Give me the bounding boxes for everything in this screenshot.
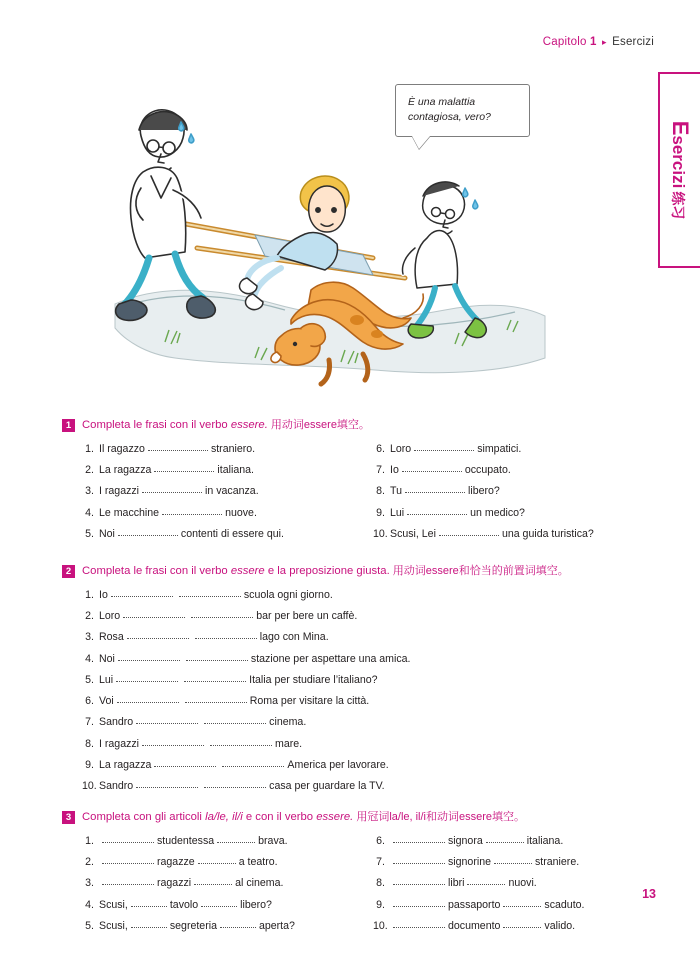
item-text: lago con Mina. <box>259 631 329 644</box>
exercise-1-title-italic: essere. <box>230 419 268 431</box>
item-text: documento <box>448 919 501 932</box>
answer-blank[interactable] <box>393 875 445 885</box>
answer-blank[interactable] <box>222 757 284 767</box>
item-number: 6. <box>85 695 94 708</box>
answer-blank[interactable] <box>393 918 445 928</box>
exercise-item <box>82 834 347 849</box>
item-text: bar per bere un caffè. <box>256 610 358 623</box>
item-text: Noi <box>99 652 115 665</box>
exercise-1-columns <box>62 442 638 548</box>
page-header <box>543 36 654 48</box>
item-number: 5. <box>85 919 94 932</box>
item-text: nuove. <box>225 506 257 519</box>
item-text: un medico? <box>470 506 525 519</box>
answer-blank[interactable] <box>102 854 154 864</box>
item-number: 10. <box>373 919 388 932</box>
answer-blank[interactable] <box>407 505 467 515</box>
answer-blank[interactable] <box>131 897 167 907</box>
item-number: 2. <box>85 610 94 623</box>
item-text: Rosa <box>99 631 124 644</box>
answer-blank[interactable] <box>220 918 256 928</box>
exercise-1 <box>62 418 638 548</box>
exercise-1-right-list <box>373 442 638 542</box>
exercise-2-column <box>62 588 638 794</box>
answer-blank[interactable] <box>191 608 253 618</box>
item-number: 7. <box>85 716 94 729</box>
exercise-item <box>82 919 347 934</box>
item-text: Scusi, <box>99 919 128 932</box>
header-chapter-number: 1 <box>590 36 597 48</box>
item-text: ragazzi <box>157 877 192 890</box>
answer-blank[interactable] <box>142 736 204 746</box>
answer-blank[interactable] <box>102 833 154 843</box>
item-text: italiana. <box>526 834 564 847</box>
item-text: in vacanza. <box>205 485 259 498</box>
item-text: America per lavorare. <box>287 758 389 771</box>
item-number: 10. <box>82 780 97 793</box>
exercise-item <box>373 484 638 499</box>
illustration <box>105 72 555 392</box>
item-number: 2. <box>85 464 94 477</box>
exercise-2-heading <box>62 564 638 579</box>
item-text: segreteria <box>169 919 217 932</box>
page-number: 13 <box>642 887 656 901</box>
answer-blank[interactable] <box>118 526 178 536</box>
answer-blank[interactable] <box>162 505 222 515</box>
answer-blank[interactable] <box>198 854 236 864</box>
exercise-3-left-column <box>82 834 347 940</box>
answer-blank[interactable] <box>185 693 247 703</box>
item-number: 1. <box>85 588 94 601</box>
exercise-item <box>373 506 638 521</box>
item-number: 10. <box>373 527 388 540</box>
answer-blank[interactable] <box>204 714 266 724</box>
item-number: 9. <box>85 758 94 771</box>
exercise-item <box>82 758 638 773</box>
header-section-label: Esercizi <box>612 36 654 48</box>
item-text: Le macchine <box>99 506 160 519</box>
item-text: scaduto. <box>544 898 585 911</box>
exercise-item <box>82 609 638 624</box>
answer-blank[interactable] <box>194 875 232 885</box>
answer-blank[interactable] <box>102 875 154 885</box>
answer-blank[interactable] <box>217 833 255 843</box>
item-number: 8. <box>376 877 385 890</box>
item-text: Io <box>390 464 399 477</box>
item-text: signora <box>448 834 483 847</box>
exercise-1-heading <box>62 418 638 433</box>
item-text: stazione per aspettare una amica. <box>250 652 411 665</box>
item-text: a teatro. <box>238 856 278 868</box>
item-number: 3. <box>85 485 94 498</box>
exercise-item <box>373 834 638 849</box>
exercise-item <box>82 737 638 752</box>
item-text: casa per guardare la TV. <box>269 780 385 793</box>
item-text: scuola ogni giorno. <box>243 588 333 601</box>
item-number: 5. <box>85 527 94 540</box>
item-text: ragazze <box>157 856 195 868</box>
item-number: 4. <box>85 898 94 911</box>
exercise-3-right-column <box>373 834 638 940</box>
exercise-1-left-list <box>82 442 347 542</box>
item-text: italiana. <box>217 464 254 477</box>
exercise-2-title <box>82 564 569 579</box>
exercise-1-right-column <box>373 442 638 548</box>
exercise-3-title-italic: la/le, il/i <box>205 810 243 823</box>
item-number: 6. <box>376 442 385 455</box>
answer-blank[interactable] <box>131 918 167 928</box>
exercise-item <box>373 442 638 457</box>
item-number: 8. <box>85 737 94 750</box>
item-number: 6. <box>376 834 385 847</box>
exercise-item <box>82 715 638 730</box>
answer-blank[interactable] <box>503 897 541 907</box>
item-text: straniero. <box>210 442 256 455</box>
item-text: nuovi. <box>508 877 537 890</box>
item-number: 8. <box>376 485 385 498</box>
item-number: 1. <box>85 834 94 847</box>
item-text: Roma per visitare la città. <box>249 695 370 708</box>
item-text: Loro <box>390 442 412 455</box>
item-number: 3. <box>85 631 94 644</box>
item-text: I ragazzi <box>99 737 140 750</box>
answer-blank[interactable] <box>179 587 241 597</box>
item-text: simpatici. <box>477 442 522 455</box>
item-text: I ragazzi <box>99 485 140 498</box>
header-chapter-label: Capitolo <box>542 36 587 48</box>
item-number: 1. <box>85 442 94 455</box>
item-text: Tu <box>390 485 402 498</box>
exercise-3 <box>62 810 638 940</box>
answer-blank[interactable] <box>186 651 248 661</box>
exercise-item <box>82 527 347 542</box>
side-tab-initial: E <box>668 120 693 136</box>
answer-blank[interactable] <box>393 833 445 843</box>
answer-blank[interactable] <box>154 462 214 472</box>
exercises-container <box>62 418 638 956</box>
answer-blank[interactable] <box>204 778 266 788</box>
item-text: La ragazza <box>99 758 152 771</box>
item-number: 5. <box>85 673 94 686</box>
item-text: libri <box>448 877 465 890</box>
item-text: libero? <box>467 485 500 498</box>
answer-blank[interactable] <box>210 736 272 746</box>
answer-blank[interactable] <box>405 483 465 493</box>
item-text: Lui <box>390 506 405 519</box>
exercise-item <box>82 463 347 478</box>
item-text: straniere. <box>535 856 580 868</box>
exercise-2-list <box>82 588 638 794</box>
exercise-2-title-cn: 用动词essere和恰当的前置词填空。 <box>389 565 569 578</box>
item-text: Scusi, Lei <box>390 527 436 540</box>
answer-blank[interactable] <box>136 778 198 788</box>
exercise-item <box>373 463 638 478</box>
exercise-item <box>82 876 347 891</box>
item-text: occupato. <box>464 464 511 477</box>
item-text: Italia per studiare l’italiano? <box>249 673 378 686</box>
exercise-item <box>373 919 638 934</box>
answer-blank[interactable] <box>201 897 237 907</box>
exercise-item <box>82 630 638 645</box>
exercise-item <box>82 588 638 603</box>
item-number: 7. <box>376 856 385 868</box>
exercise-3-number: 3 <box>62 811 75 824</box>
exercise-item <box>82 442 347 457</box>
answer-blank[interactable] <box>393 854 445 864</box>
answer-blank[interactable] <box>503 918 541 928</box>
item-text: Io <box>99 588 108 601</box>
exercise-1-title-cn: 用动词essere填空。 <box>267 419 370 431</box>
item-text: libero? <box>240 898 272 911</box>
item-number: 4. <box>85 506 94 519</box>
exercise-3-left-list <box>82 834 347 934</box>
exercise-1-title-it: Completa le frasi con il verbo <box>82 419 231 431</box>
speech-bubble-text: È una malattia contagiosa, vero? <box>408 96 491 124</box>
answer-blank[interactable] <box>414 441 474 451</box>
exercise-item <box>373 876 638 891</box>
chevron-right-icon: ▸ <box>602 37 607 47</box>
answer-blank[interactable] <box>467 875 505 885</box>
item-number: 3. <box>85 877 94 890</box>
side-tab-text <box>667 121 693 220</box>
answer-blank[interactable] <box>117 693 179 703</box>
answer-blank[interactable] <box>148 441 208 451</box>
exercise-item <box>82 779 638 794</box>
exercise-3-heading <box>62 810 638 825</box>
item-text: Sandro <box>99 780 134 793</box>
exercise-item <box>82 694 638 709</box>
side-tab-chinese: 练习 <box>670 191 686 220</box>
item-number: 7. <box>376 464 385 477</box>
item-text: Noi <box>99 527 115 540</box>
answer-blank[interactable] <box>393 897 445 907</box>
item-number: 2. <box>85 856 94 868</box>
exercise-item <box>82 855 347 870</box>
item-text: Loro <box>99 610 121 623</box>
exercise-3-columns <box>62 834 638 940</box>
answer-blank[interactable] <box>118 651 180 661</box>
exercise-3-title <box>82 810 525 825</box>
item-text: mare. <box>275 737 303 750</box>
item-text: tavolo <box>169 898 199 911</box>
item-text: valido. <box>544 919 576 932</box>
answer-blank[interactable] <box>127 629 189 639</box>
item-text: Voi <box>99 695 114 708</box>
exercise-3-title-cn: 用冠词la/le, il/i和动词essere填空。 <box>353 810 526 823</box>
answer-blank[interactable] <box>136 714 198 724</box>
item-text: Lui <box>99 673 114 686</box>
answer-blank[interactable] <box>123 608 185 618</box>
item-text: studentessa <box>157 834 215 847</box>
answer-blank[interactable] <box>439 526 499 536</box>
answer-blank[interactable] <box>184 672 246 682</box>
exercise-2-number: 2 <box>62 565 75 578</box>
exercise-1-title <box>82 418 370 433</box>
exercise-3-right-list <box>373 834 638 934</box>
exercise-2 <box>62 564 638 794</box>
exercise-item <box>82 484 347 499</box>
item-text: una guida turistica? <box>501 527 594 540</box>
item-number: 9. <box>376 506 385 519</box>
item-number: 9. <box>376 898 385 911</box>
item-number: 4. <box>85 652 94 665</box>
exercise-3-title-it: Completa con gli articoli <box>82 810 206 823</box>
exercise-item <box>82 898 347 913</box>
exercise-item <box>82 673 638 688</box>
section-side-tab <box>658 72 700 268</box>
item-text: Il ragazzo <box>99 442 145 455</box>
item-text: passaporto <box>448 898 501 911</box>
exercise-item <box>373 898 638 913</box>
answer-blank[interactable] <box>402 462 462 472</box>
exercise-item <box>82 506 347 521</box>
exercise-1-left-column <box>82 442 347 548</box>
exercise-item <box>373 855 638 870</box>
item-text: brava. <box>258 834 288 847</box>
item-text: Scusi, <box>99 898 128 911</box>
answer-blank[interactable] <box>142 483 202 493</box>
item-text: Sandro <box>99 716 134 729</box>
side-tab-rest: sercizi <box>669 135 688 189</box>
exercise-3-title-it2: e con il verbo <box>242 810 317 823</box>
item-text: aperta? <box>258 919 295 932</box>
item-text: cinema. <box>269 716 307 729</box>
exercise-2-title-it2: e la preposizione giusta. <box>264 565 390 578</box>
answer-blank[interactable] <box>494 854 532 864</box>
answer-blank[interactable] <box>154 757 216 767</box>
answer-blank[interactable] <box>111 587 173 597</box>
speech-bubble <box>395 84 530 137</box>
exercise-3-title-italic2: essere. <box>316 810 354 823</box>
answer-blank[interactable] <box>195 629 257 639</box>
item-text: contenti di essere qui. <box>180 527 284 540</box>
item-text: al cinema. <box>235 877 284 890</box>
answer-blank[interactable] <box>116 672 178 682</box>
answer-blank[interactable] <box>486 833 524 843</box>
exercise-item <box>82 652 638 667</box>
exercise-item <box>373 527 638 542</box>
exercise-2-title-it: Completa le frasi con il verbo <box>82 565 231 578</box>
item-text: signorine <box>448 856 491 868</box>
exercise-1-number: 1 <box>62 419 75 432</box>
exercise-2-title-italic: essere <box>230 565 265 578</box>
item-text: La ragazza <box>99 464 152 477</box>
